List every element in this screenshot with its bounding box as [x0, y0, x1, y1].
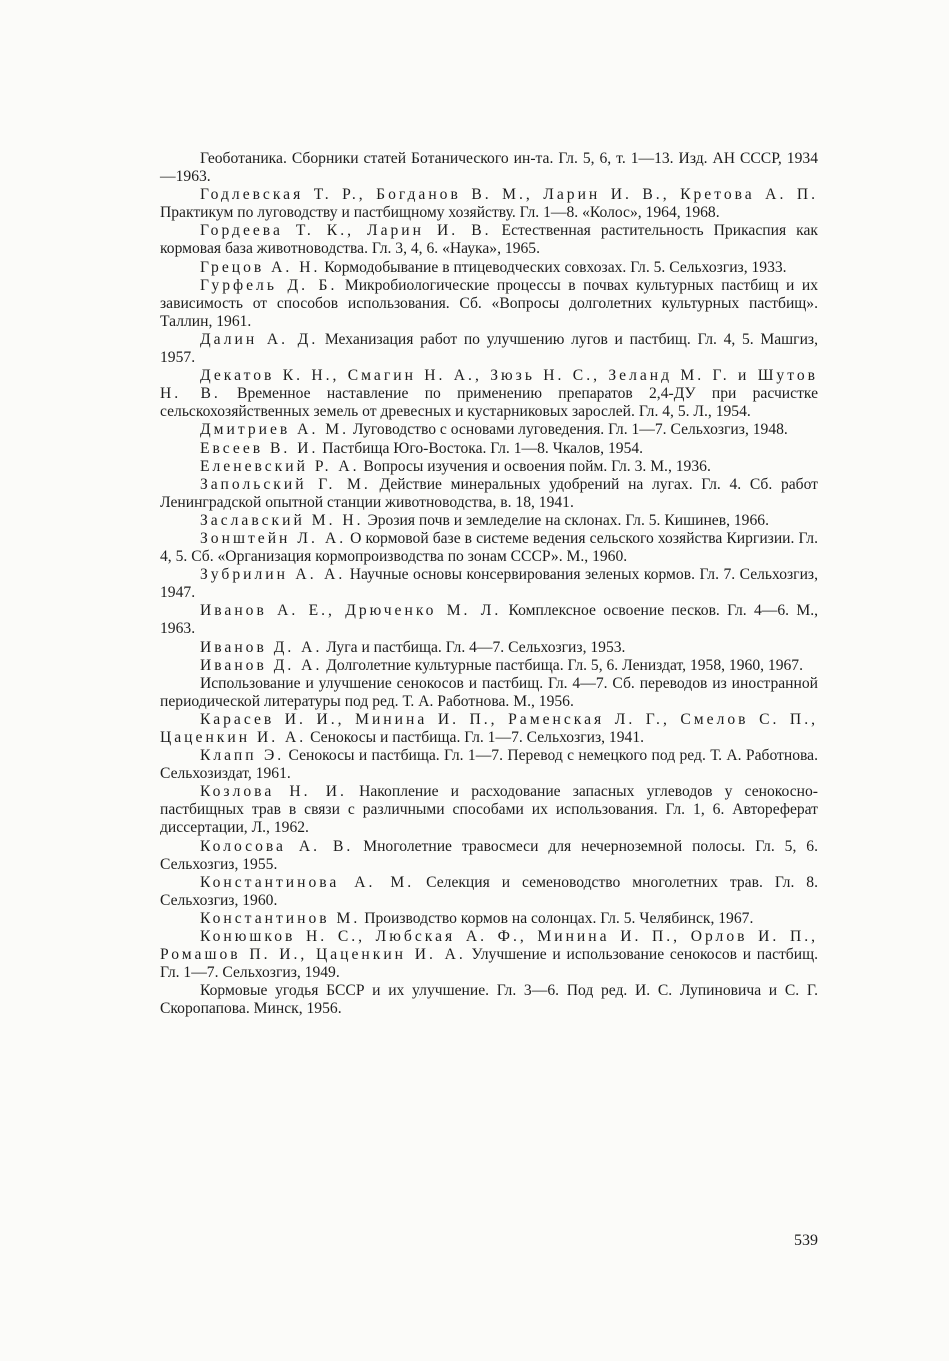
- entry-author: Запольский Г. М.: [200, 475, 371, 493]
- entry-text: Вопросы изучения и освоения пойм. Гл. 3. М., 1936.: [359, 457, 711, 475]
- entry-text: Естественная растительность Прикаспия как кормовая база животноводства. Гл. 3, 4, 6. «Наука», 1965.: [160, 222, 818, 258]
- entry-text: Геоботаника. Сборники статей Ботанического ин-та. Гл. 5, 6, т. 1—13. Изд. АН СССР, 1934—1963.: [160, 150, 818, 186]
- entry-author: Заславский М. Н.: [200, 511, 364, 529]
- bibliography-entry: [160, 838, 818, 874]
- entry-text: Пастбища Юго-Востока. Гл. 1—8. Чкалов, 1954.: [318, 439, 644, 457]
- bibliography-entry: [160, 186, 818, 222]
- entry-text: Многолетние травосмеси для нечерноземной полосы. Гл. 5, 6. Сельхозгиз, 1955.: [160, 837, 818, 873]
- entry-author: Иванов Д. А.: [200, 638, 323, 656]
- bibliography-entry: [160, 928, 818, 982]
- entry-author: Зонштейн Л. А.: [200, 529, 347, 547]
- bibliography-list: [160, 150, 818, 1019]
- bibliography-entry: [160, 458, 818, 476]
- entry-author: Далин А. Д.: [200, 330, 319, 348]
- entry-text: Микробиологические процессы в почвах культурных пастбищ и их зависимость от способов использования. Сб. «Вопросы долголетних культурных пастбищ». Таллин, 1961.: [160, 276, 818, 330]
- entry-author: Клапп Э.: [200, 747, 285, 765]
- entry-text: Научные основы консервирования зеленых кормов. Гл. 7. Сельхозгиз, 1947.: [160, 566, 818, 602]
- entry-author: Козлова Н. И.: [200, 783, 347, 801]
- bibliography-entry: [160, 259, 818, 277]
- bibliography-entry: [160, 150, 818, 186]
- bibliography-entry: [160, 530, 818, 566]
- entry-author: Еленевский Р. А.: [200, 457, 360, 475]
- entry-author: Иванов А. Е., Дрюченко М. Л.: [200, 602, 502, 620]
- entry-author: Дмитриев А. М.: [200, 421, 350, 439]
- entry-author: Зубрилин А. А.: [200, 566, 346, 584]
- bibliography-entry: [160, 910, 818, 928]
- bibliography-entry: [160, 421, 818, 439]
- entry-text: Улучшение и использование сенокосов и пастбищ. Гл. 1—7. Сельхозгиз, 1949.: [160, 946, 818, 982]
- entry-author: Иванов Д. А.: [200, 656, 323, 674]
- entry-author: Константинов М.: [200, 909, 361, 927]
- entry-author: Конюшков Н. С., Любская А. Ф., Минина И. П., Орлов И. П., Ромашов П. И., Цаценкин И. А.: [160, 928, 818, 964]
- bibliography-entry: [160, 675, 818, 711]
- bibliography-entry: [160, 440, 818, 458]
- bibliography-entry: [160, 783, 818, 837]
- entry-author: Евсеев В. И.: [200, 439, 319, 457]
- entry-text: Использование и улучшение сенокосов и пастбищ. Гл. 4—7. Сб. переводов из иностранной периодической литературы под ред. Т. А. Работнова. М., 1956.: [160, 674, 818, 710]
- entry-text: Селекция и семеноводство многолетних трав. Гл. 8. Сельхозгиз, 1960.: [160, 873, 818, 909]
- entry-author: Годлевская Т. Р., Богданов В. М., Ларин И. В., Кретова А. П.: [200, 186, 818, 204]
- entry-author: Гордеева Т. К., Ларин И. В.: [200, 222, 492, 240]
- bibliography-entry: [160, 331, 818, 367]
- bibliography-entry: [160, 982, 818, 1018]
- entry-text: Луговодство с основами луговедения. Гл. 1—7. Сельхозгиз, 1948.: [349, 421, 788, 439]
- entry-author: Грецов А. Н.: [200, 258, 321, 276]
- entry-text: Луга и пастбища. Гл. 4—7. Сельхозгиз, 1953.: [322, 638, 626, 656]
- entry-author: Карасев И. И., Минина И. П., Раменская Л. Г., Смелов С. П., Цаценкин И. А.: [160, 710, 818, 746]
- bibliography-entry: [160, 602, 818, 638]
- entry-text: О кормовой базе в системе ведения сельского хозяйства Киргизии. Гл. 4, 5. Сб. «Организация кормопроизводства по зонам СССР». М., 1960.: [160, 529, 818, 566]
- entry-text: Кормовые угодья БССР и их улучшение. Гл. 3—6. Под ред. И. С. Лупиновича и С. Г. Скоропапова. Минск, 1956.: [160, 982, 818, 1018]
- bibliography-entry: [160, 657, 818, 675]
- entry-author: Константинова А. М.: [200, 873, 415, 891]
- bibliography-entry: [160, 277, 818, 331]
- entry-text: Накопление и расходование запасных углеводов у сенокосно-пастбищных трав в связи с различными способами их использования. Гл. 1, 6. Автореферат диссертации, Л., 1962.: [160, 783, 818, 837]
- bibliography-entry: [160, 476, 818, 512]
- entry-text: Долголетние культурные пастбища. Гл. 5, 6. Лениздат, 1958, 1960, 1967.: [322, 656, 804, 674]
- entry-text: Комплексное освоение песков. Гл. 4—6. М., 1963.: [160, 602, 818, 638]
- entry-text: Действие минеральных удобрений на лугах. Гл. 4. Сб. работ Ленинградской опытной станции животноводства, в. 18, 1941.: [160, 475, 819, 511]
- bibliography-entry: [160, 711, 818, 747]
- entry-text: Сенокосы и пастбища. Гл. 1—7. Сельхозгиз, 1941.: [306, 729, 645, 746]
- entry-text: Временное наставление по применению препаратов 2,4-ДУ при расчистке сельскохозяйственных земель от древесных и кустарниковых зарослей. Гл. 4, 5. Л., 1954.: [160, 385, 818, 421]
- entry-text: Механизация работ по улучшению лугов и пастбищ. Гл. 4, 5. Машгиз, 1957.: [160, 330, 818, 367]
- bibliography-entry: [160, 222, 818, 258]
- entry-text: Сенокосы и пастбища. Гл. 1—7. Перевод с немецкого под ред. Т. А. Работнова. Сельхозиздат, 1961.: [160, 747, 818, 783]
- entry-author: Колосова А. В.: [200, 837, 354, 855]
- bibliography-entry: [160, 566, 818, 602]
- entry-author: Декатов К. Н., Смагин Н. А., Зюзь Н. С., Зеланд М. Г. и Шутов Н. В.: [160, 367, 818, 403]
- entry-text: Производство кормов на солонцах. Гл. 5. Челябинск, 1967.: [360, 909, 754, 927]
- bibliography-entry: [160, 747, 818, 783]
- bibliography-entry: [160, 512, 818, 530]
- page-number: 539: [794, 1232, 818, 1249]
- entry-text: Практикум по луговодству и пастбищному хозяйству. Гл. 1—8. «Колос», 1964, 1968.: [160, 204, 720, 222]
- entry-text: Эрозия почв и земледелие на склонах. Гл. 5. Кишинев, 1966.: [363, 511, 769, 529]
- bibliography-entry: [160, 367, 818, 421]
- entry-author: Гурфель Д. Б.: [200, 276, 338, 294]
- entry-text: Кормодобывание в птицеводческих совхозах. Гл. 5. Сельхозгиз, 1933.: [320, 258, 787, 276]
- bibliography-entry: [160, 639, 818, 657]
- bibliography-entry: [160, 874, 818, 910]
